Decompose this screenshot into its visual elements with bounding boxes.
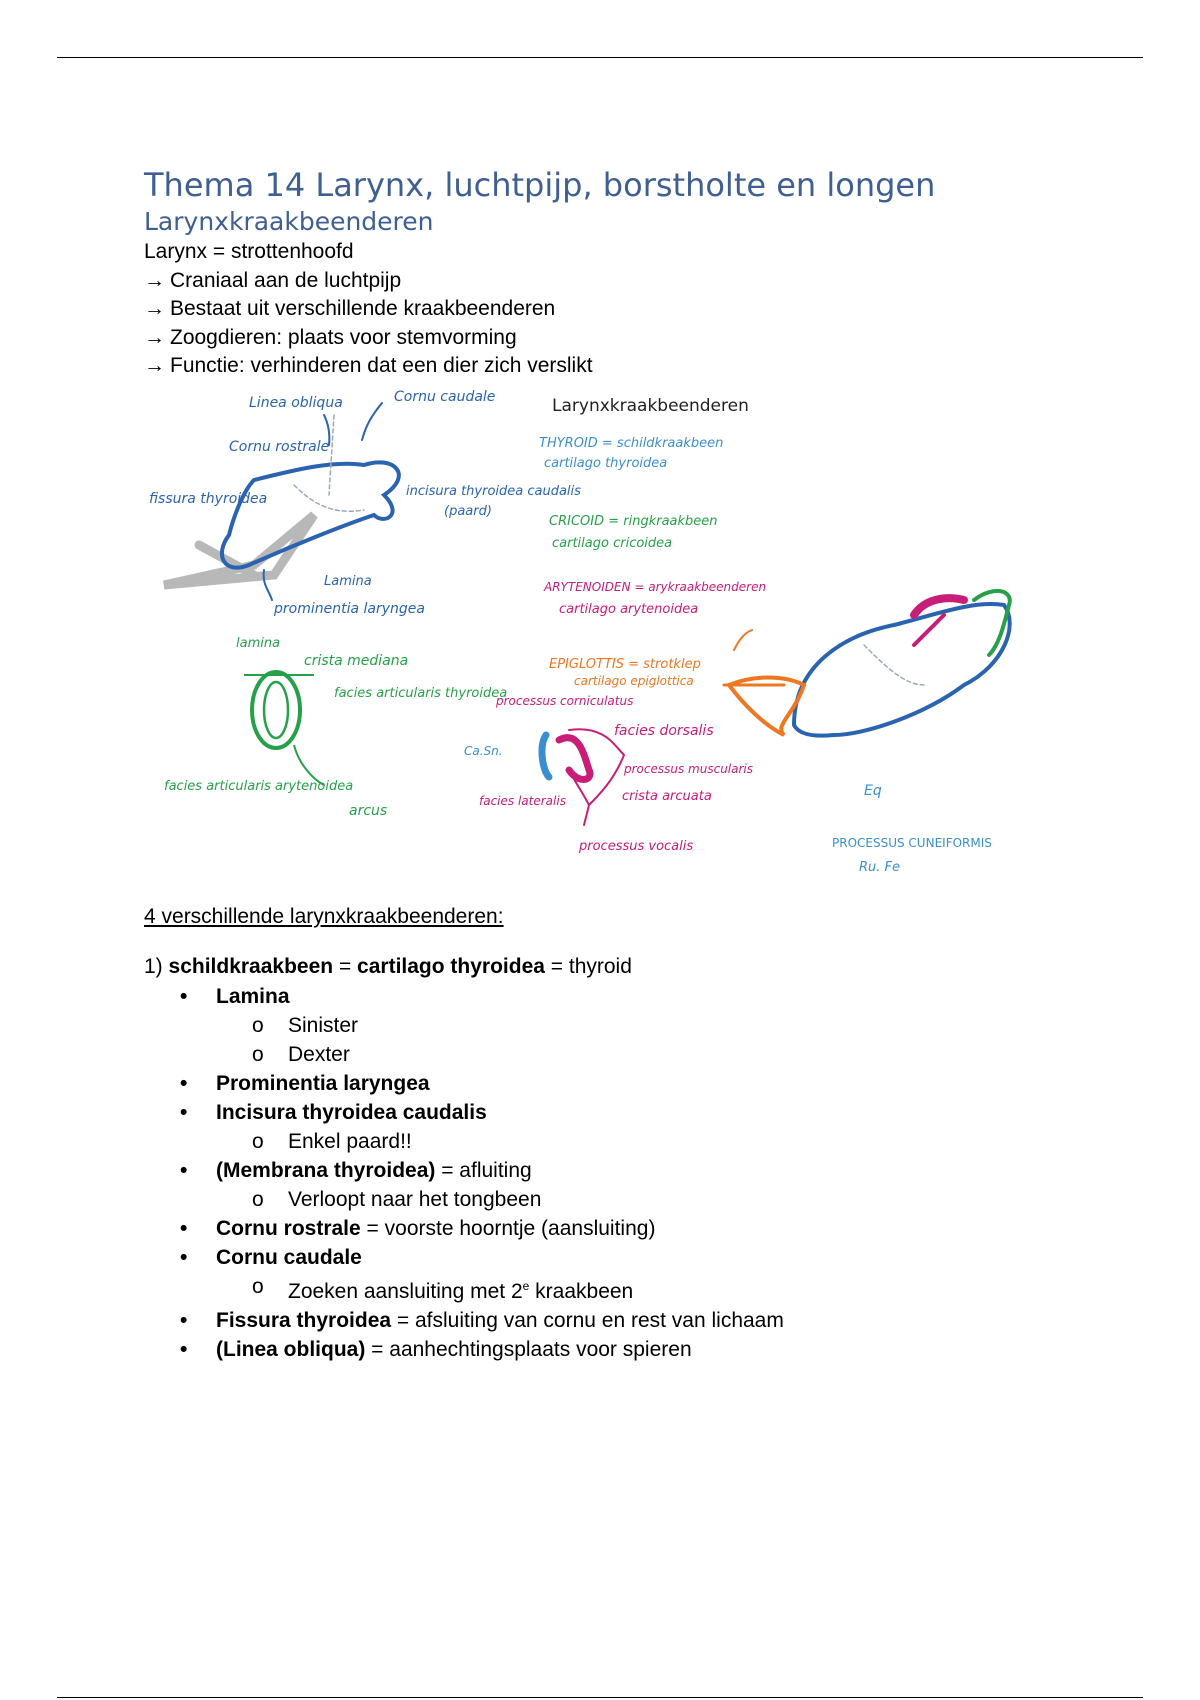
label-arytenoiden: ARYTENOIDEN = arykraakbeenderen — [544, 579, 767, 594]
label-processus-muscularis: processus muscularis — [624, 761, 754, 776]
label-cricoid-latin: cartilago cricoidea — [552, 535, 673, 551]
intro-point: → Bestaat uit verschillende kraakbeenderen — [144, 295, 1144, 324]
section-heading: 4 verschillende larynxkraakbeenderen: — [144, 904, 504, 928]
list-item: o Verloopt naar het tongbeen — [144, 1185, 1144, 1214]
label-cornu-rostrale: Cornu rostrale — [229, 438, 330, 455]
label-processus-cuneiformis: PROCESSUS CUNEIFORMIS — [832, 835, 992, 850]
list-item: • Lamina — [144, 982, 1144, 1011]
intro-point: → Craniaal aan de luchtpijp — [144, 267, 1144, 296]
list-item: • Cornu rostrale = voorste hoorntje (aansluiting) — [144, 1214, 1144, 1243]
larynx-sketch-illustration — [144, 385, 1014, 885]
list-item: o Sinister — [144, 1011, 1144, 1040]
item-1-heading: 1) schildkraakbeen = cartilago thyroidea = thyroid — [144, 955, 632, 978]
label-fissura: fissura thyroidea — [149, 490, 268, 507]
larynx-assembled-drawing — [724, 590, 1010, 735]
arrow-right-icon: → — [144, 354, 165, 377]
sub-bullet-icon: o — [252, 1129, 264, 1153]
arytenoid-drawing — [542, 729, 624, 825]
label-linea-obliqua: Linea obliqua — [249, 394, 343, 411]
page-title: Thema 14 Larynx, luchtpijp, borstholte en longen — [144, 166, 936, 204]
list-item: o Zoeken aansluiting met 2e kraakbeen — [144, 1272, 1144, 1306]
bullet-icon: • — [180, 1216, 188, 1240]
larynx-sketch-figure — [144, 385, 1014, 885]
thyroid-parts-list — [144, 982, 1144, 1364]
label-arytenoid-latin: cartilago arytenoidea — [559, 601, 699, 617]
label-crista-arcuata: crista arcuata — [622, 788, 712, 804]
sub-bullet-icon: o — [252, 1187, 264, 1211]
label-paard: (paard) — [444, 503, 492, 519]
larynx-definition: Larynx = strottenhoofd — [144, 240, 354, 263]
label-facies-art-thyr: facies articularis thyroidea — [334, 685, 508, 701]
top-rule — [57, 57, 1143, 58]
bullet-icon: • — [180, 984, 188, 1008]
label-ru-fe: Ru. Fe — [859, 859, 901, 875]
document-body — [144, 150, 1144, 1364]
bullet-icon: • — [180, 1308, 188, 1332]
label-processus-corniculatus: processus corniculatus — [496, 693, 634, 708]
list-item: • (Linea obliqua) = aanhechtingsplaats voor spieren — [144, 1335, 1144, 1364]
sub-bullet-icon: o — [252, 1274, 264, 1298]
label-facies-dorsalis: facies dorsalis — [614, 722, 714, 739]
intro-point: → Zoogdieren: plaats voor stemvorming — [144, 324, 1144, 353]
list-item: • Incisura thyroidea caudalis — [144, 1098, 1144, 1127]
label-epiglottis: EPIGLOTTIS = strotklep — [549, 656, 701, 672]
list-item: o Dexter — [144, 1040, 1144, 1069]
label-prominentia: prominentia laryngea — [274, 600, 425, 617]
bullet-icon: • — [180, 1245, 188, 1269]
bullet-icon: • — [180, 1337, 188, 1361]
label-crista-mediana: crista mediana — [304, 652, 409, 669]
label-arcus: arcus — [349, 802, 388, 819]
label-thyroid: THYROID = schildkraakbeen — [539, 435, 724, 451]
label-eq: Eq — [864, 782, 882, 799]
label-thyroid-latin: cartilago thyroidea — [544, 455, 668, 471]
label-cornu-caudale: Cornu caudale — [394, 388, 496, 405]
list-item: • Prominentia laryngea — [144, 1069, 1144, 1098]
section-subtitle: Larynxkraakbeenderen — [144, 207, 434, 236]
figure-heading: Larynxkraakbeenderen — [552, 395, 749, 416]
sub-bullet-icon: o — [252, 1013, 264, 1037]
bullet-icon: • — [180, 1071, 188, 1095]
arrow-right-icon: → — [144, 325, 165, 349]
bullet-icon: • — [180, 1100, 188, 1124]
label-facies-lateralis: facies lateralis — [479, 793, 566, 808]
label-epiglottis-latin: cartilago epiglottica — [574, 673, 694, 688]
label-lamina: Lamina — [324, 573, 372, 589]
label-cricoid: CRICOID = ringkraakbeen — [549, 513, 718, 529]
arrow-right-icon: → — [144, 268, 165, 292]
list-item: • Fissura thyroidea = afsluiting van cornu en rest van lichaam — [144, 1306, 1144, 1335]
sub-bullet-icon: o — [252, 1042, 264, 1066]
bottom-rule — [57, 1697, 1143, 1698]
label-lamina-cricoid: lamina — [236, 635, 281, 651]
list-item: • (Membrana thyroidea) = afluiting — [144, 1156, 1144, 1185]
arrow-right-icon: → — [144, 297, 165, 320]
label-facies-art-ary: facies articularis arytenoidea — [164, 778, 354, 794]
list-item: o Enkel paard!! — [144, 1127, 1144, 1156]
label-ca-sn: Ca.Sn. — [464, 743, 503, 758]
cricoid-drawing — [244, 672, 324, 785]
label-processus-vocalis: processus vocalis — [579, 838, 694, 854]
intro-point: → Functie: verhinderen dat een dier zich verslikt — [144, 352, 1144, 381]
bullet-icon: • — [180, 1158, 188, 1182]
list-item: • Cornu caudale — [144, 1243, 1144, 1272]
label-incisura: incisura thyroidea caudalis — [406, 483, 581, 499]
